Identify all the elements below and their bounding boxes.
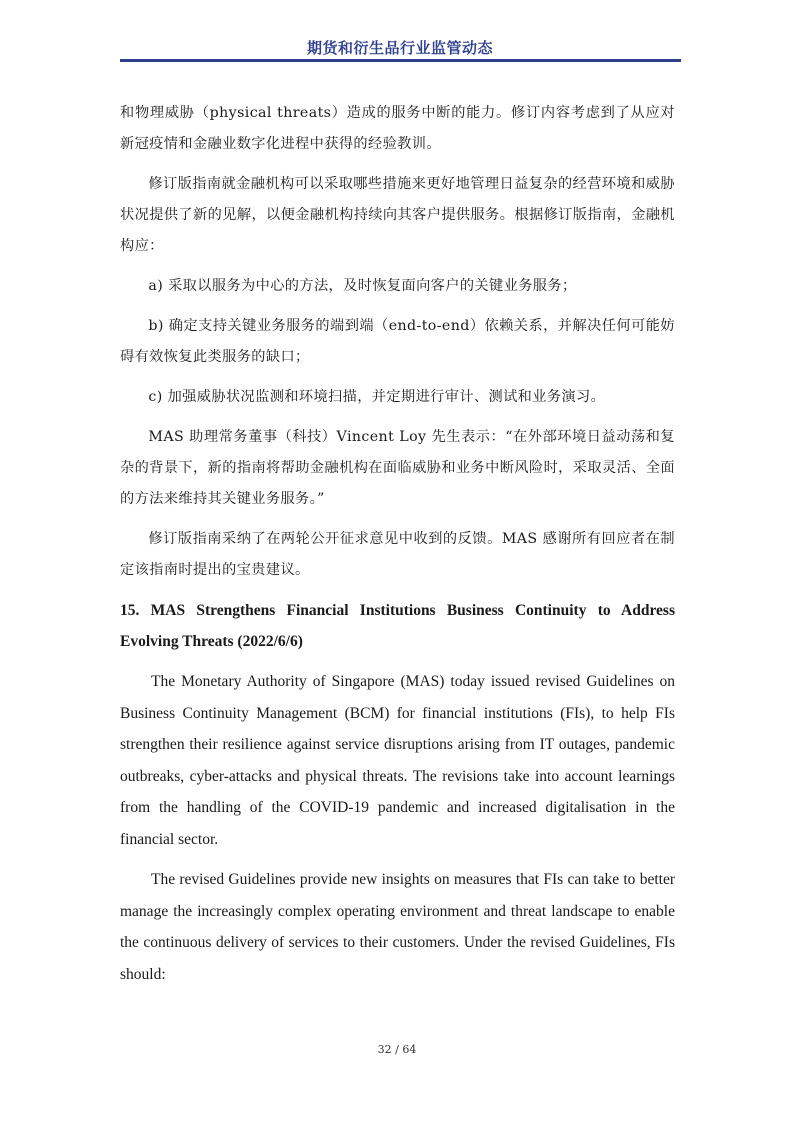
list-item-b: b) 确定支持关键业务服务的端到端（end-to-end）依赖关系，并解决任何可能妨碍有效恢复此类服务的缺口；	[120, 318, 675, 365]
paragraph-english-intro: The Monetary Authority of Singapore (MAS) today issued revised Guidelines on Business Continuity Management (BCM) for financial institutions (FIs), to help FIs strengthen their resilience against service disruptions arising from IT outages, pandemic outbreaks, cyber-attacks and physical threats. The revisions take into account learnings from the handling of the COVID-19 pandemic and increased digitalisation in the financial sector.	[120, 673, 675, 848]
paragraph-english-guidelines: The revised Guidelines provide new insights on measures that FIs can take to better manage the increasingly complex operating environment and threat landscape to enable the continuous delivery of services to their customers. Under the revised Guidelines, FIs should:	[120, 871, 675, 983]
paragraph-guidelines-insights: 修订版指南就金融机构可以采取哪些措施来更好地管理日益复杂的经营环境和威胁状况提供了新的见解，以便金融机构持续向其客户提供服务。根据修订版指南，金融机构应：	[120, 176, 675, 254]
paragraph-feedback: 修订版指南采纳了在两轮公开征求意见中收到的反馈。MAS 感谢所有回应者在制定该指南时提出的宝贵建议。	[120, 531, 675, 578]
paragraph-quote: MAS 助理常务董事（科技）Vincent Loy 先生表示：“在外部环境日益动荡和复杂的背景下，新的指南将帮助金融机构在面临威胁和业务中断风险时，采取灵活、全面的方法来维持其关键业务服务。”	[120, 429, 675, 507]
page-number: 32 / 64	[377, 1043, 417, 1056]
section-heading: 15. MAS Strengthens Financial Institutions Business Continuity to Address Evolving Threats (2022/6/6)	[120, 602, 675, 650]
list-item-a: a) 采取以服务为中心的方法，及时恢复面向客户的关键业务服务；	[148, 278, 577, 294]
header-title: 期货和衍生品行业监管动态	[306, 39, 493, 57]
document-body	[120, 98, 675, 999]
list-item-c: c) 加强威胁状况监测和环境扫描，并定期进行审计、测试和业务演习。	[148, 389, 606, 405]
paragraph-continuation: 和物理威胁（physical threats）造成的服务中断的能力。修订内容考虑到了从应对新冠疫情和金融业数字化进程中获得的经验教训。	[120, 105, 675, 152]
header-divider	[120, 59, 681, 62]
